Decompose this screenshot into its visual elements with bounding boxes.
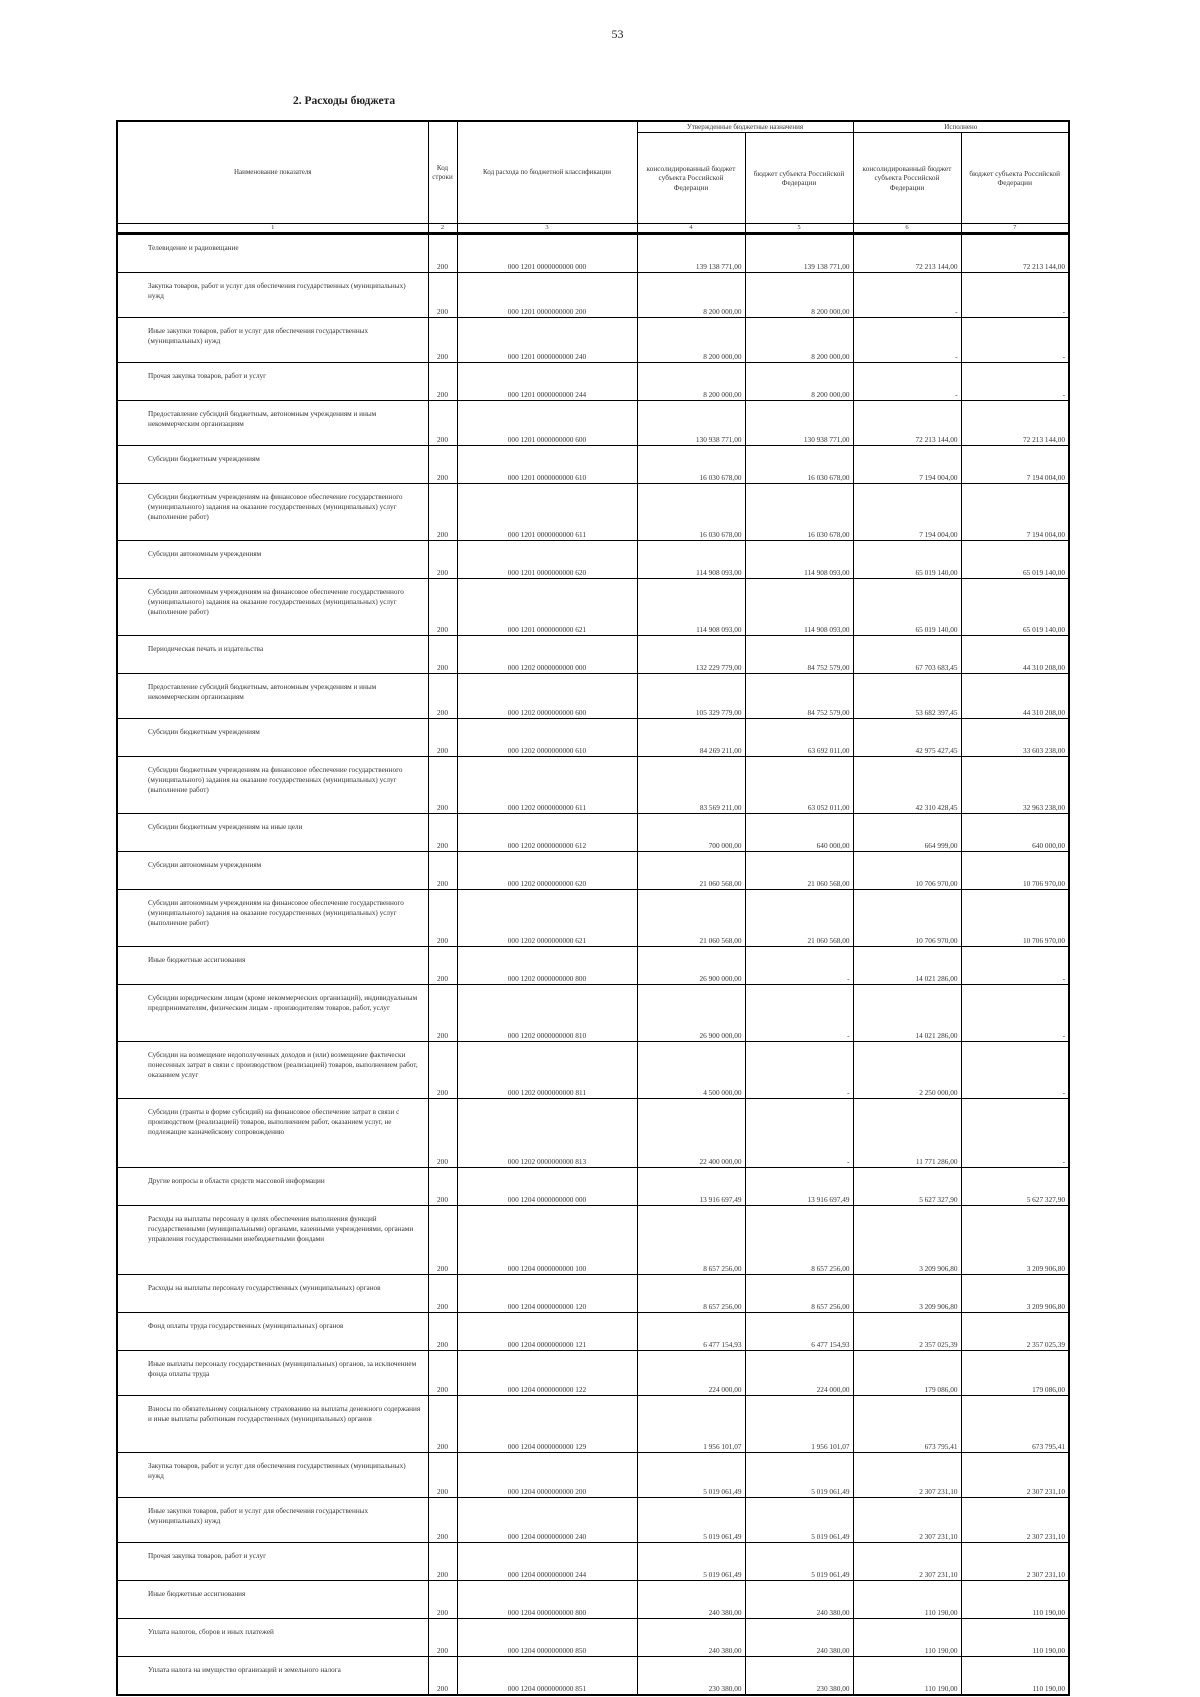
column-number: 7 <box>961 224 1069 234</box>
group-header-approved: Утвержденные бюджетные назначения <box>637 121 853 133</box>
row-approved-consolidated: 26 900 000,00 <box>637 947 745 985</box>
row-budget-code: 000 1202 0000000000 611 <box>457 757 637 814</box>
row-approved-subject: 5 019 061,49 <box>745 1453 853 1498</box>
row-executed-consolidated: 14 021 286,00 <box>853 985 961 1042</box>
table-row <box>117 401 1069 446</box>
row-executed-consolidated: 7 194 004,00 <box>853 484 961 541</box>
row-executed-consolidated: - <box>853 318 961 363</box>
row-executed-subject: 10 706 970,00 <box>961 852 1069 890</box>
row-line-code: 200 <box>428 1099 457 1168</box>
row-executed-consolidated: 2 307 231,10 <box>853 1543 961 1581</box>
table-row <box>117 1396 1069 1453</box>
row-approved-consolidated: 8 200 000,00 <box>637 273 745 318</box>
row-approved-subject: 16 030 678,00 <box>745 446 853 484</box>
table-row <box>117 1313 1069 1351</box>
row-line-code: 200 <box>428 636 457 674</box>
row-executed-subject: - <box>961 318 1069 363</box>
row-line-code: 200 <box>428 401 457 446</box>
header-approved-consolidated: консолидированный бюджет субъекта Российской Федерации <box>637 133 745 224</box>
row-name: Иные бюджетные ассигнования <box>117 1581 428 1619</box>
row-approved-consolidated: 84 269 211,00 <box>637 719 745 757</box>
row-executed-consolidated: 72 213 144,00 <box>853 234 961 273</box>
row-approved-subject: - <box>745 1042 853 1099</box>
row-executed-subject: 33 603 238,00 <box>961 719 1069 757</box>
row-line-code: 200 <box>428 318 457 363</box>
row-budget-code: 000 1204 0000000000 100 <box>457 1206 637 1275</box>
row-executed-consolidated: - <box>853 273 961 318</box>
row-approved-consolidated: 139 138 771,00 <box>637 234 745 273</box>
row-line-code: 200 <box>428 446 457 484</box>
row-executed-consolidated: 110 190,00 <box>853 1619 961 1657</box>
section-title: 2. Расходы бюджета <box>293 95 396 107</box>
row-approved-consolidated: 5 019 061,49 <box>637 1498 745 1543</box>
row-name: Субсидии бюджетным учреждениям <box>117 446 428 484</box>
budget-expenses-table <box>116 120 1070 1696</box>
table-row <box>117 814 1069 852</box>
group-header-executed: Исполнено <box>853 121 1069 133</box>
row-approved-subject: 84 752 579,00 <box>745 674 853 719</box>
row-budget-code: 000 1204 0000000000 240 <box>457 1498 637 1543</box>
row-approved-subject: 240 380,00 <box>745 1619 853 1657</box>
row-approved-consolidated: 8 657 256,00 <box>637 1275 745 1313</box>
table-row <box>117 636 1069 674</box>
table-row <box>117 1619 1069 1657</box>
row-approved-subject: 84 752 579,00 <box>745 636 853 674</box>
row-budget-code: 000 1204 0000000000 800 <box>457 1581 637 1619</box>
row-executed-subject: - <box>961 1042 1069 1099</box>
header-executed-subject: бюджет субъекта Российской Федерации <box>961 133 1069 224</box>
row-executed-consolidated: 664 999,00 <box>853 814 961 852</box>
row-name: Уплата налога на имущество организаций и земельного налога <box>117 1657 428 1696</box>
row-executed-consolidated: 673 795,41 <box>853 1396 961 1453</box>
row-name: Иные выплаты персоналу государственных (муниципальных) органов, за исключением фонда оплаты труда <box>117 1351 428 1396</box>
row-approved-consolidated: 1 956 101,07 <box>637 1396 745 1453</box>
row-name: Субсидии автономным учреждениям <box>117 852 428 890</box>
row-budget-code: 000 1202 0000000000 612 <box>457 814 637 852</box>
row-approved-consolidated: 83 569 211,00 <box>637 757 745 814</box>
row-budget-code: 000 1204 0000000000 200 <box>457 1453 637 1498</box>
column-number: 3 <box>457 224 637 234</box>
row-executed-consolidated: 10 706 970,00 <box>853 852 961 890</box>
row-approved-subject: 6 477 154,93 <box>745 1313 853 1351</box>
row-budget-code: 000 1204 0000000000 000 <box>457 1168 637 1206</box>
row-executed-subject: 72 213 144,00 <box>961 401 1069 446</box>
row-executed-subject: 640 000,00 <box>961 814 1069 852</box>
row-approved-consolidated: 105 329 779,00 <box>637 674 745 719</box>
row-approved-subject: 139 138 771,00 <box>745 234 853 273</box>
table-row <box>117 985 1069 1042</box>
row-line-code: 200 <box>428 1042 457 1099</box>
row-executed-subject: - <box>961 1099 1069 1168</box>
row-budget-code: 000 1202 0000000000 810 <box>457 985 637 1042</box>
row-executed-consolidated: 10 706 970,00 <box>853 890 961 947</box>
table-row <box>117 484 1069 541</box>
page-number: 53 <box>611 27 624 41</box>
row-budget-code: 000 1204 0000000000 244 <box>457 1543 637 1581</box>
row-approved-subject: 63 052 011,00 <box>745 757 853 814</box>
row-executed-subject: - <box>961 363 1069 401</box>
column-number-row <box>117 224 1069 234</box>
row-executed-subject: 5 627 327,90 <box>961 1168 1069 1206</box>
row-name: Субсидии бюджетным учреждениям на финансовое обеспечение государственного (муниципального) задания на оказание государственных (муниципальных) услуг (выполнение работ) <box>117 484 428 541</box>
row-executed-consolidated: 53 682 397,45 <box>853 674 961 719</box>
row-approved-consolidated: 240 380,00 <box>637 1619 745 1657</box>
row-executed-consolidated: 179 086,00 <box>853 1351 961 1396</box>
row-executed-consolidated: 65 019 140,00 <box>853 541 961 579</box>
row-budget-code: 000 1201 0000000000 610 <box>457 446 637 484</box>
row-approved-consolidated: 8 200 000,00 <box>637 318 745 363</box>
row-line-code: 200 <box>428 1313 457 1351</box>
table-row <box>117 273 1069 318</box>
table-row <box>117 1206 1069 1275</box>
table-row <box>117 1657 1069 1696</box>
row-executed-subject: 7 194 004,00 <box>961 446 1069 484</box>
row-name: Субсидии бюджетным учреждениям <box>117 719 428 757</box>
row-name: Другие вопросы в области средств массовой информации <box>117 1168 428 1206</box>
row-line-code: 200 <box>428 947 457 985</box>
row-executed-consolidated: 7 194 004,00 <box>853 446 961 484</box>
row-budget-code: 000 1202 0000000000 610 <box>457 719 637 757</box>
row-budget-code: 000 1204 0000000000 129 <box>457 1396 637 1453</box>
row-approved-consolidated: 5 019 061,49 <box>637 1543 745 1581</box>
row-executed-consolidated: - <box>853 363 961 401</box>
row-approved-subject: 16 030 678,00 <box>745 484 853 541</box>
row-approved-subject: 8 200 000,00 <box>745 273 853 318</box>
column-number: 1 <box>117 224 428 234</box>
header-executed-consolidated: консолидированный бюджет субъекта Российской Федерации <box>853 133 961 224</box>
row-approved-subject: - <box>745 947 853 985</box>
table-row <box>117 757 1069 814</box>
table-row <box>117 446 1069 484</box>
row-executed-consolidated: 5 627 327,90 <box>853 1168 961 1206</box>
row-approved-subject: 224 000,00 <box>745 1351 853 1396</box>
table-row <box>117 579 1069 636</box>
table-row <box>117 1099 1069 1168</box>
row-budget-code: 000 1202 0000000000 800 <box>457 947 637 985</box>
column-number: 5 <box>745 224 853 234</box>
header-approved-subject: бюджет субъекта Российской Федерации <box>745 133 853 224</box>
row-budget-code: 000 1202 0000000000 621 <box>457 890 637 947</box>
row-executed-subject: 72 213 144,00 <box>961 234 1069 273</box>
row-line-code: 200 <box>428 852 457 890</box>
table-row <box>117 1543 1069 1581</box>
row-approved-subject: 63 692 011,00 <box>745 719 853 757</box>
row-budget-code: 000 1204 0000000000 851 <box>457 1657 637 1696</box>
row-executed-subject: 2 307 231,10 <box>961 1543 1069 1581</box>
row-approved-subject: 114 908 093,00 <box>745 541 853 579</box>
row-name: Периодическая печать и издательства <box>117 636 428 674</box>
row-executed-consolidated: 2 357 025,39 <box>853 1313 961 1351</box>
row-executed-subject: 2 357 025,39 <box>961 1313 1069 1351</box>
row-executed-subject: 179 086,00 <box>961 1351 1069 1396</box>
row-line-code: 200 <box>428 1396 457 1453</box>
table-row <box>117 1453 1069 1498</box>
row-line-code: 200 <box>428 273 457 318</box>
row-executed-subject: - <box>961 273 1069 318</box>
row-name: Предоставление субсидий бюджетным, автономным учреждениям и иным некоммерческим организациям <box>117 401 428 446</box>
row-budget-code: 000 1201 0000000000 200 <box>457 273 637 318</box>
row-executed-subject: 32 963 238,00 <box>961 757 1069 814</box>
row-line-code: 200 <box>428 1453 457 1498</box>
row-approved-consolidated: 16 030 678,00 <box>637 484 745 541</box>
row-executed-subject: 44 310 208,00 <box>961 674 1069 719</box>
row-approved-consolidated: 26 900 000,00 <box>637 985 745 1042</box>
row-executed-subject: 3 209 906,80 <box>961 1275 1069 1313</box>
table-row <box>117 852 1069 890</box>
row-approved-subject: 114 908 093,00 <box>745 579 853 636</box>
row-name: Субсидии бюджетным учреждениям на финансовое обеспечение государственного (муниципального) задания на оказание государственных (муниципальных) услуг (выполнение работ) <box>117 757 428 814</box>
row-approved-subject: - <box>745 1099 853 1168</box>
row-budget-code: 000 1204 0000000000 120 <box>457 1275 637 1313</box>
table-row <box>117 890 1069 947</box>
row-budget-code: 000 1201 0000000000 620 <box>457 541 637 579</box>
table-row <box>117 1498 1069 1543</box>
row-approved-consolidated: 130 938 771,00 <box>637 401 745 446</box>
row-budget-code: 000 1201 0000000000 600 <box>457 401 637 446</box>
row-executed-subject: 673 795,41 <box>961 1396 1069 1453</box>
row-approved-consolidated: 240 380,00 <box>637 1581 745 1619</box>
row-name: Уплата налогов, сборов и иных платежей <box>117 1619 428 1657</box>
table-row <box>117 1042 1069 1099</box>
row-budget-code: 000 1204 0000000000 121 <box>457 1313 637 1351</box>
row-budget-code: 000 1202 0000000000 620 <box>457 852 637 890</box>
row-approved-consolidated: 5 019 061,49 <box>637 1453 745 1498</box>
row-name: Взносы по обязательному социальному страхованию на выплаты денежного содержания и иные выплаты работникам государственных (муниципальных) органов <box>117 1396 428 1453</box>
row-name: Расходы на выплаты персоналу государственных (муниципальных) органов <box>117 1275 428 1313</box>
table-row <box>117 1168 1069 1206</box>
row-line-code: 200 <box>428 1275 457 1313</box>
row-approved-subject: 240 380,00 <box>745 1581 853 1619</box>
row-approved-consolidated: 21 060 568,00 <box>637 890 745 947</box>
row-line-code: 200 <box>428 1619 457 1657</box>
row-budget-code: 000 1201 0000000000 240 <box>457 318 637 363</box>
column-number: 4 <box>637 224 745 234</box>
row-line-code: 200 <box>428 234 457 273</box>
row-approved-subject: 8 657 256,00 <box>745 1275 853 1313</box>
group-header-row <box>117 121 1069 133</box>
row-approved-subject: 130 938 771,00 <box>745 401 853 446</box>
row-executed-subject: 110 190,00 <box>961 1581 1069 1619</box>
header-budget-code: Код расхода по бюджетной классификации <box>457 121 637 224</box>
row-executed-subject: 3 209 906,80 <box>961 1206 1069 1275</box>
row-line-code: 200 <box>428 1206 457 1275</box>
row-line-code: 200 <box>428 1543 457 1581</box>
row-executed-consolidated: 11 771 286,00 <box>853 1099 961 1168</box>
row-budget-code: 000 1202 0000000000 811 <box>457 1042 637 1099</box>
row-budget-code: 000 1202 0000000000 813 <box>457 1099 637 1168</box>
row-line-code: 200 <box>428 1168 457 1206</box>
row-line-code: 200 <box>428 719 457 757</box>
row-approved-consolidated: 8 657 256,00 <box>637 1206 745 1275</box>
row-approved-subject: 5 019 061,49 <box>745 1498 853 1543</box>
row-executed-subject: 65 019 140,00 <box>961 579 1069 636</box>
row-line-code: 200 <box>428 890 457 947</box>
row-line-code: 200 <box>428 985 457 1042</box>
row-approved-subject: 21 060 568,00 <box>745 890 853 947</box>
row-executed-subject: - <box>961 947 1069 985</box>
row-approved-consolidated: 21 060 568,00 <box>637 852 745 890</box>
row-line-code: 200 <box>428 674 457 719</box>
row-executed-consolidated: 72 213 144,00 <box>853 401 961 446</box>
row-approved-consolidated: 230 380,00 <box>637 1657 745 1696</box>
row-budget-code: 000 1201 0000000000 621 <box>457 579 637 636</box>
row-name: Субсидии автономным учреждениям на финансовое обеспечение государственного (муниципального) задания на оказание государственных (муниципальных) услуг (выполнение работ) <box>117 890 428 947</box>
header-line-code: Код строки <box>428 121 457 224</box>
table-row <box>117 234 1069 273</box>
row-line-code: 200 <box>428 363 457 401</box>
row-line-code: 200 <box>428 814 457 852</box>
row-name: Субсидии юридическим лицам (кроме некоммерческих организаций), индивидуальным предпринимателям, физическим лицам - производителям товаров, работ, услуг <box>117 985 428 1042</box>
row-budget-code: 000 1202 0000000000 600 <box>457 674 637 719</box>
row-executed-consolidated: 110 190,00 <box>853 1581 961 1619</box>
row-approved-subject: 8 200 000,00 <box>745 318 853 363</box>
row-executed-subject: 2 307 231,10 <box>961 1498 1069 1543</box>
row-line-code: 200 <box>428 541 457 579</box>
row-executed-consolidated: 110 190,00 <box>853 1657 961 1696</box>
row-approved-consolidated: 6 477 154,93 <box>637 1313 745 1351</box>
row-budget-code: 000 1201 0000000000 244 <box>457 363 637 401</box>
header-name: Наименование показателя <box>117 121 428 224</box>
row-approved-consolidated: 22 400 000,00 <box>637 1099 745 1168</box>
row-name: Прочая закупка товаров, работ и услуг <box>117 1543 428 1581</box>
row-executed-consolidated: 14 021 286,00 <box>853 947 961 985</box>
row-line-code: 200 <box>428 757 457 814</box>
row-approved-consolidated: 700 000,00 <box>637 814 745 852</box>
row-executed-subject: 7 194 004,00 <box>961 484 1069 541</box>
table-row <box>117 1351 1069 1396</box>
row-approved-consolidated: 114 908 093,00 <box>637 579 745 636</box>
row-budget-code: 000 1201 0000000000 611 <box>457 484 637 541</box>
row-approved-consolidated: 114 908 093,00 <box>637 541 745 579</box>
row-executed-consolidated: 42 975 427,45 <box>853 719 961 757</box>
row-line-code: 200 <box>428 484 457 541</box>
row-name: Фонд оплаты труда государственных (муниципальных) органов <box>117 1313 428 1351</box>
row-name: Иные закупки товаров, работ и услуг для обеспечения государственных (муниципальных) нужд <box>117 1498 428 1543</box>
row-executed-consolidated: 2 307 231,10 <box>853 1453 961 1498</box>
column-number: 2 <box>428 224 457 234</box>
row-budget-code: 000 1204 0000000000 850 <box>457 1619 637 1657</box>
row-executed-subject: 65 019 140,00 <box>961 541 1069 579</box>
row-line-code: 200 <box>428 1498 457 1543</box>
row-executed-subject: - <box>961 985 1069 1042</box>
table-row <box>117 541 1069 579</box>
row-approved-consolidated: 16 030 678,00 <box>637 446 745 484</box>
row-approved-subject: 1 956 101,07 <box>745 1396 853 1453</box>
row-name: Субсидии автономным учреждениям <box>117 541 428 579</box>
row-name: Иные закупки товаров, работ и услуг для обеспечения государственных (муниципальных) нужд <box>117 318 428 363</box>
row-approved-subject: 5 019 061,49 <box>745 1543 853 1581</box>
row-name: Субсидии бюджетным учреждениям на иные цели <box>117 814 428 852</box>
table-body <box>117 234 1069 1696</box>
row-budget-code: 000 1204 0000000000 122 <box>457 1351 637 1396</box>
row-approved-consolidated: 132 229 779,00 <box>637 636 745 674</box>
row-executed-consolidated: 42 310 428,45 <box>853 757 961 814</box>
row-name: Телевидение и радиовещание <box>117 234 428 273</box>
row-approved-consolidated: 13 916 697,49 <box>637 1168 745 1206</box>
row-executed-subject: 110 190,00 <box>961 1657 1069 1696</box>
row-name: Предоставление субсидий бюджетным, автономным учреждениям и иным некоммерческим организациям <box>117 674 428 719</box>
row-approved-subject: 21 060 568,00 <box>745 852 853 890</box>
table-row <box>117 1581 1069 1619</box>
table-row <box>117 674 1069 719</box>
row-executed-consolidated: 2 307 231,10 <box>853 1498 961 1543</box>
row-name: Закупка товаров, работ и услуг для обеспечения государственных (муниципальных) нужд <box>117 1453 428 1498</box>
row-line-code: 200 <box>428 1351 457 1396</box>
table-row <box>117 719 1069 757</box>
table-row <box>117 1275 1069 1313</box>
row-name: Субсидии автономным учреждениям на финансовое обеспечение государственного (муниципального) задания на оказание государственных (муниципальных) услуг (выполнение работ) <box>117 579 428 636</box>
row-approved-subject: 640 000,00 <box>745 814 853 852</box>
row-line-code: 200 <box>428 579 457 636</box>
column-number: 6 <box>853 224 961 234</box>
row-executed-subject: 10 706 970,00 <box>961 890 1069 947</box>
row-approved-consolidated: 224 000,00 <box>637 1351 745 1396</box>
row-name: Иные бюджетные ассигнования <box>117 947 428 985</box>
row-line-code: 200 <box>428 1657 457 1696</box>
row-approved-subject: 230 380,00 <box>745 1657 853 1696</box>
row-approved-consolidated: 8 200 000,00 <box>637 363 745 401</box>
row-name: Закупка товаров, работ и услуг для обеспечения государственных (муниципальных) нужд <box>117 273 428 318</box>
row-line-code: 200 <box>428 1581 457 1619</box>
row-executed-subject: 110 190,00 <box>961 1619 1069 1657</box>
row-budget-code: 000 1201 0000000000 000 <box>457 234 637 273</box>
table-row <box>117 318 1069 363</box>
row-name: Прочая закупка товаров, работ и услуг <box>117 363 428 401</box>
table-row <box>117 947 1069 985</box>
row-budget-code: 000 1202 0000000000 000 <box>457 636 637 674</box>
row-executed-consolidated: 3 209 906,80 <box>853 1206 961 1275</box>
row-executed-consolidated: 65 019 140,00 <box>853 579 961 636</box>
row-executed-consolidated: 2 250 000,00 <box>853 1042 961 1099</box>
row-approved-subject: 13 916 697,49 <box>745 1168 853 1206</box>
row-approved-consolidated: 4 500 000,00 <box>637 1042 745 1099</box>
row-approved-subject: - <box>745 985 853 1042</box>
row-executed-consolidated: 3 209 906,80 <box>853 1275 961 1313</box>
row-executed-subject: 2 307 231,10 <box>961 1453 1069 1498</box>
row-name: Расходы на выплаты персоналу в целях обеспечения выполнения функций государственными (муниципальными) органами, казенными учреждениями, органами управления государственными внебюджетными фондами <box>117 1206 428 1275</box>
table-row <box>117 363 1069 401</box>
row-approved-subject: 8 200 000,00 <box>745 363 853 401</box>
row-name: Субсидии (гранты в форме субсидий) на финансовое обеспечение затрат в связи с производством (реализацией) товаров, выполнением работ, оказанием услуг, не подлежащие казначейскому сопровождению <box>117 1099 428 1168</box>
row-name: Субсидии на возмещение недополученных доходов и (или) возмещение фактически понесенных затрат в связи с производством (реализацией) товаров, выполнением работ, оказанием услуг <box>117 1042 428 1099</box>
row-executed-consolidated: 67 703 683,45 <box>853 636 961 674</box>
row-executed-subject: 44 310 208,00 <box>961 636 1069 674</box>
row-approved-subject: 8 657 256,00 <box>745 1206 853 1275</box>
